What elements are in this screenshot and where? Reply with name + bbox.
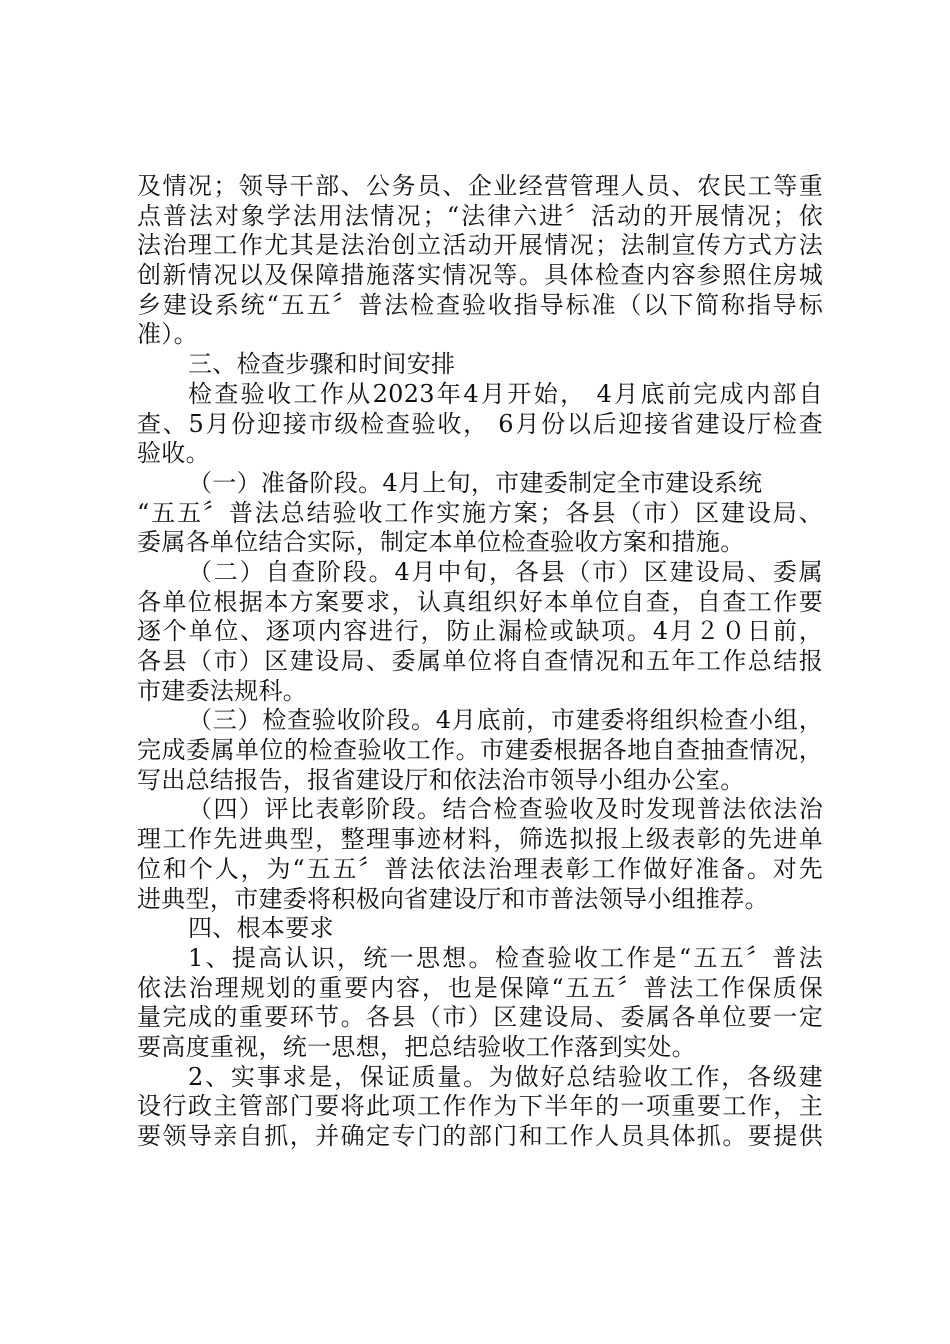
text-line: 乡建设系统“五五〞普法检查验收指导标准（以下简称指导标	[137, 290, 823, 319]
text-line: 写出总结报告，报省建设厅和依法治市领导小组办公室。	[137, 765, 745, 794]
text-line: （二）自查阶段。4月中旬，各县（市）区建设局、委属	[188, 557, 823, 586]
text-line: 验收。	[137, 439, 210, 468]
section-heading: 三、检查步骤和时间安排	[188, 350, 456, 379]
text-line: 检查验收工作从2023年4月开始， 4月底前完成内部自	[188, 379, 823, 408]
text-line: 1、提高认识，统一思想。检查验收工作是“五五〞普法	[188, 943, 823, 972]
text-line: 各单位根据本方案要求，认真组织好本单位自查，自查工作要	[137, 587, 823, 616]
text-line: 2、实事求是，保证质量。为做好总结验收工作，各级建	[188, 1062, 823, 1091]
text-line: 法治理工作尤其是法治创立活动开展情况；法制宣传方式方法	[137, 231, 823, 260]
text-line: 位和个人，为“五五〞普法依法治理表彰工作做好准备。对先	[137, 854, 823, 883]
text-line: 逐个单位、逐项内容进行，防止漏检或缺项。4月２０日前，	[137, 617, 823, 646]
text-line: 各县（市）区建设局、委属单位将自查情况和五年工作总结报	[137, 647, 823, 675]
text-line: 完成委属单位的检查验收工作。市建委根据各地自查抽查情况，	[137, 736, 823, 765]
text-line: 准）。	[137, 320, 198, 349]
text-line: 点普法对象学法用法情况；“法律六进〞活动的开展情况；依	[137, 201, 823, 230]
text-line: 量完成的重要环节。各县（市）区建设局、委属各单位要一定	[137, 1003, 823, 1032]
text-line: 依法治理规划的重要内容，也是保障“五五〞普法工作保质保	[137, 973, 823, 1002]
text-line: 设行政主管部门要将此项工作作为下半年的一项重要工作，主	[137, 1092, 823, 1121]
text-line: （三）检查验收阶段。4月底前，市建委将组织检查小组，	[188, 706, 823, 735]
text-line: 市建委法规科。	[137, 676, 308, 705]
text-line: 要高度重视，统一思想，把总结验收工作落到实处。	[137, 1032, 696, 1061]
text-line: 要领导亲自抓，并确定专门的部门和工作人员具体抓。要提供	[137, 1122, 823, 1150]
text-line: 查、5月份迎接市级检查验收， 6月份以后迎接省建设厅检查	[137, 409, 823, 438]
text-line: 创新情况以及保障措施落实情况等。具体检查内容参照住房城	[137, 261, 823, 290]
text-line: 进典型，市建委将积极向省建设厅和市普法领导小组推荐。	[137, 884, 769, 913]
text-line: “五五〞普法总结验收工作实施方案；各县（市）区建设局、	[137, 498, 823, 527]
text-line: 理工作先进典型，整理事迹材料，筛选拟报上级表彰的先进单	[137, 825, 823, 854]
section-heading: 四、根本要求	[188, 914, 334, 943]
text-line: （四）评比表彰阶段。结合检查验收及时发现普法依法治	[188, 795, 823, 824]
document-body	[137, 172, 823, 1152]
text-line: 及情况；领导干部、公务员、企业经营管理人员、农民工等重	[137, 172, 823, 200]
text-line: （一）准备阶段。4月上旬，市建委制定全市建设系统	[188, 468, 763, 497]
text-line: 委属各单位结合实际，制定本单位检查验收方案和措施。	[137, 528, 745, 557]
